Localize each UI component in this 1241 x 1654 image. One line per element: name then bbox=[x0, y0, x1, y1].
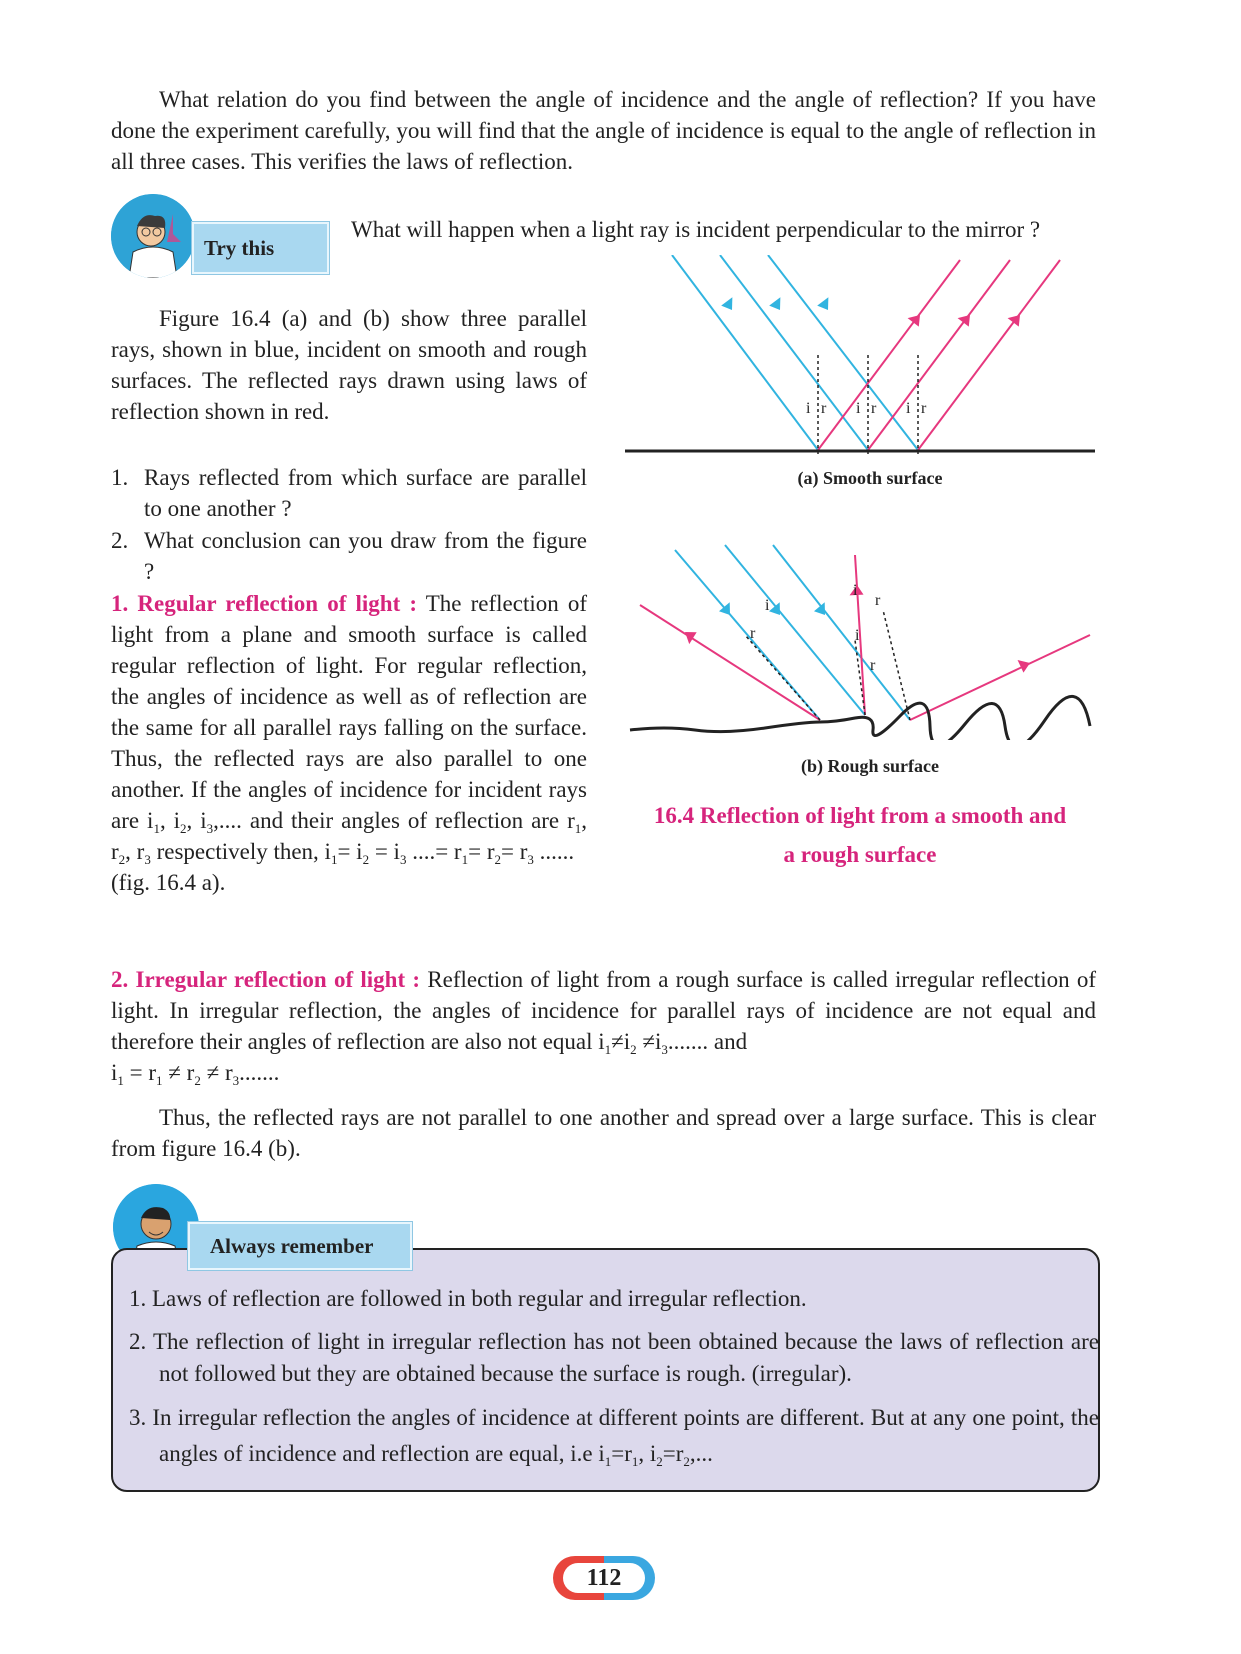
always-remember-label: Always remember bbox=[210, 1233, 374, 1258]
irregular-paragraph-2: Thus, the reflected rays are not parallel to one another and spread over a large surface. This is clear from figure 16.4 (b). bbox=[111, 1105, 1096, 1161]
scientist-icon bbox=[111, 194, 195, 278]
svg-text:i: i bbox=[856, 400, 861, 417]
svg-text:r: r bbox=[821, 400, 827, 417]
svg-text:r: r bbox=[871, 400, 877, 417]
figure-paragraph: Figure 16.4 (a) and (b) show three parallel rays, shown in blue, incident on smooth and rough surfaces. The reflected rays drawn using laws of reflection shown in red. bbox=[111, 306, 587, 424]
reflected-rays-a bbox=[818, 260, 1060, 450]
irregular-heading: 2. Irregular reflection of light : bbox=[111, 967, 421, 992]
scientist-avatar bbox=[111, 194, 195, 278]
remember-item-3: 3. In irregular reflection the angles of incidence at different points are different. But at any one point, the angles of incidence and reflection are equal, i.e $i_1=r_1$, $i_2=r_2$,... bbox=[129, 1405, 1099, 1469]
svg-text:r: r bbox=[921, 400, 927, 417]
svg-text:i: i bbox=[853, 582, 858, 599]
incident-rays-a bbox=[672, 255, 918, 450]
caption-smooth: (a) Smooth surface bbox=[797, 468, 943, 488]
regular-reflection-paragraph: 1. Regular reflection of light : The reflection of light from a plane and smooth surface is called regular reflection of light. For regular reflection, the angles of incidence as well as of reflection are the same for all parallel rays falling on the surface. Thus, the reflected rays are also parallel to one another. If the angles of incidence for incident rays are $i_1$, $i_2$, $i_3$,.... and their angles of reflection are $r_1$, $r_2$, $r_3$ respectively then, $i_1= i_2 = i_3$ ....= $r_1= r_2= r_3$ ...... (fig. 16.4 a). bbox=[111, 591, 588, 895]
question-1: 1. Rays reflected from which surface are parallel to one another ? bbox=[111, 465, 587, 521]
always-remember-box bbox=[111, 1248, 1100, 1492]
regular-heading: 1. Regular reflection of light : bbox=[111, 591, 418, 616]
normals-b bbox=[745, 610, 910, 720]
svg-text:r: r bbox=[750, 625, 756, 642]
figure-rough-surface bbox=[625, 540, 1095, 740]
svg-text:i: i bbox=[806, 400, 811, 417]
page-number-badge bbox=[553, 1556, 655, 1600]
incident-rays-b bbox=[675, 545, 910, 720]
svg-text:r: r bbox=[870, 657, 876, 674]
try-this-question: What will happen when a light ray is incident perpendicular to the mirror ? bbox=[351, 217, 1041, 242]
svg-text:r: r bbox=[875, 592, 881, 609]
caption-rough: (b) Rough surface bbox=[801, 756, 939, 776]
try-this-badge bbox=[192, 222, 329, 274]
remember-item-1: 1. Laws of reflection are followed in both regular and irregular reflection. bbox=[129, 1286, 807, 1311]
arrows-a bbox=[721, 297, 834, 313]
page-number: 112 bbox=[563, 1563, 645, 1593]
irregular-reflection-paragraph: 2. Irregular reflection of light : Reflection of light from a rough surface is called irregular reflection of light. In irregular reflection, the angles of incidence for parallel rays of incidence are not equal and therefore their angles of reflection are also not equal $i_1\ne i_2 \ne i_3$....... and $i_1 = r_1 \ne r_2 \ne r_3$....... bbox=[111, 967, 1097, 1088]
intro-paragraph: What relation do you find between the angle of incidence and the angle of reflection? If you have done the experiment carefully, you will find that the angle of incidence is equal to the angle of reflection in all three cases. This verifies the laws of reflection. bbox=[111, 87, 1096, 174]
reflected-rays-b bbox=[640, 555, 1090, 720]
figure-smooth-surface bbox=[620, 255, 1100, 455]
question-2: 2. What conclusion can you draw from the figure ? bbox=[111, 528, 587, 584]
try-this-label: Try this bbox=[204, 235, 275, 260]
svg-text:i: i bbox=[855, 627, 860, 644]
always-remember-badge bbox=[188, 1222, 412, 1270]
svg-text:i: i bbox=[906, 400, 911, 417]
figure-title: 16.4 Reflection of light from a smooth and a rough surface bbox=[653, 803, 1067, 867]
angle-labels-a bbox=[806, 400, 927, 417]
remember-item-2: 2. The reflection of light in irregular reflection has not been obtained because the laws of reflection are not followed but they are obtained because the surface is rough. (irregular). bbox=[129, 1329, 1099, 1386]
svg-text:i: i bbox=[765, 597, 770, 614]
arrows-reflected-a bbox=[908, 310, 1025, 326]
rough-surface-line bbox=[630, 696, 1090, 740]
